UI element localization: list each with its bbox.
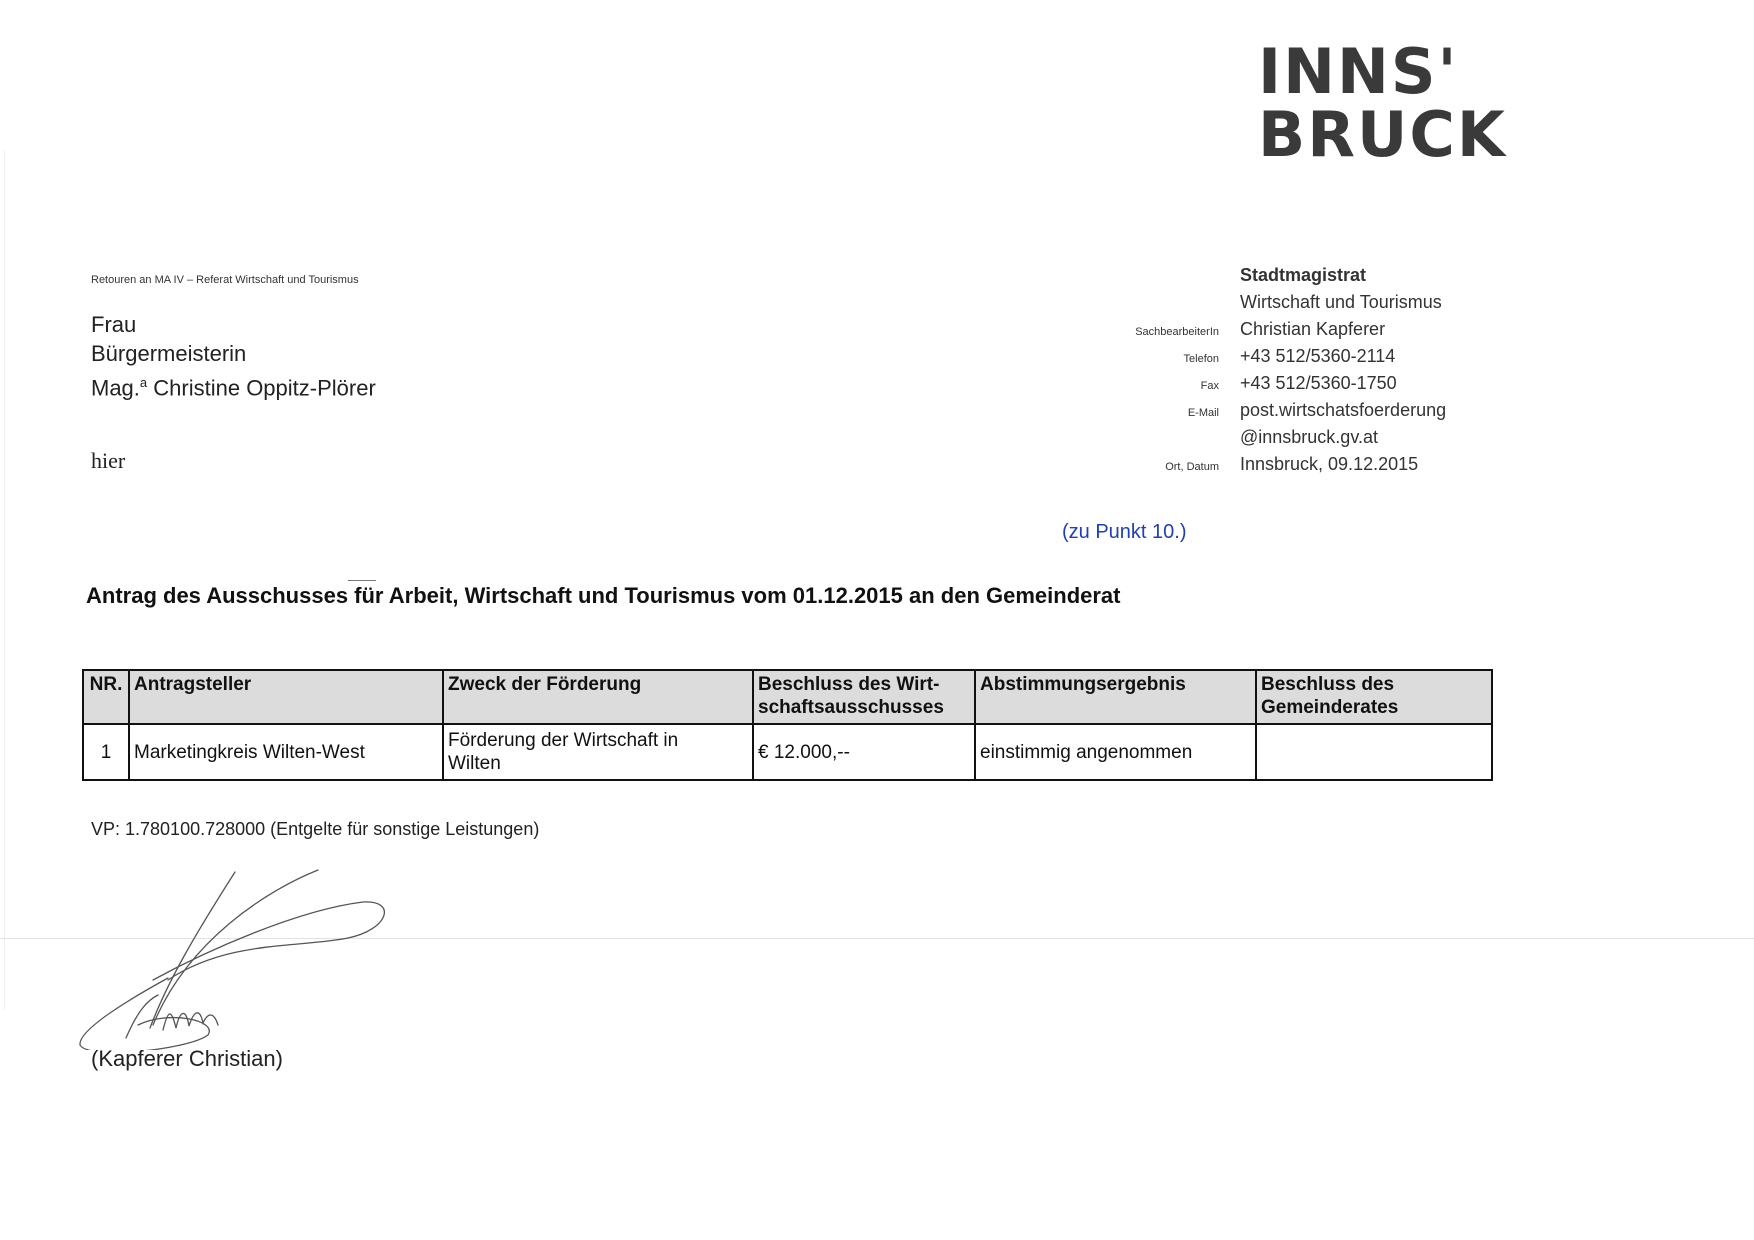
table-header-row [83,670,1492,724]
recipient-salutation: Frau [91,312,137,337]
recipient-degree-sup: a [139,375,148,390]
sender-clerk-row [1000,319,1560,346]
header-vote-result: Abstimmungsergebnis [975,670,1256,724]
sender-phone-row [1000,346,1560,373]
clerk-name: Christian Kapferer [1240,319,1386,339]
fax-label: Fax [1200,380,1219,392]
innsbruck-logo [1258,35,1518,171]
cell-nr: 1 [83,724,129,780]
recipient-name [91,368,376,402]
sender-unit: Wirtschaft und Tourismus [1240,292,1442,312]
document-title: Antrag des Ausschusses für Arbeit, Wirtschaft und Tourismus vom 01.12.2015 an den Gemeinderat [86,583,1121,608]
recipient-fullname: Christine Oppitz-Plörer [147,375,376,401]
recipient-degree: Mag. [91,375,140,401]
sender-fax-row [1000,373,1560,400]
header-committee-decision: Beschluss des Wirt- schaftsausschusses [753,670,975,724]
scan-edge [4,150,5,1010]
return-address-line: Retouren an MA IV – Referat Wirtschaft und Tourismus [91,274,359,286]
header-council-decision: Beschluss des Gemeinderates [1256,670,1492,724]
phone-number: +43 512/5360-2114 [1240,346,1396,366]
fax-number: +43 512/5360-1750 [1240,373,1397,393]
hier-note: hier [91,448,126,473]
sender-unit-row [1000,292,1560,319]
sender-department-row [1000,265,1560,292]
sender-email-row [1000,400,1560,427]
budget-position: VP: 1.780100.728000 (Entgelte für sonstige Leistungen) [91,819,540,839]
logo-line-1: INNS' [1258,35,1459,108]
sender-date-row [1000,454,1560,484]
funding-table [82,669,1493,781]
cell-vote-result: einstimmig angenommen [975,724,1256,780]
sender-email-row-2 [1000,427,1560,454]
table-row [83,724,1492,780]
email-address-line2: @innsbruck.gv.at [1240,427,1378,447]
logo-line-2: BRUCK [1258,98,1507,171]
header-nr: NR. [83,670,129,724]
recipient-title: Bürgermeisterin [91,341,247,366]
email-label: E-Mail [1187,407,1219,419]
title-overline-mark [348,580,376,581]
cell-applicant: Marketingkreis Wilten-West [129,724,443,780]
sender-info [1000,265,1560,484]
clerk-label: SachbearbeiterIn [1135,326,1219,338]
email-address-line1: post.wirtschatsfoerderung [1240,400,1447,420]
place-date: Innsbruck, 09.12.2015 [1240,454,1419,474]
signer-name: (Kapferer Christian) [91,1046,283,1071]
agenda-reference: (zu Punkt 10.) [1062,521,1187,543]
header-applicant: Antragsteller [129,670,443,724]
date-label: Ort, Datum [1165,461,1219,473]
handwritten-signature [68,860,398,1050]
header-purpose: Zweck der Förderung [443,670,753,724]
cell-committee-decision: € 12.000,-- [753,724,975,780]
cell-purpose: Förderung der Wirtschaft in Wilten [443,724,753,780]
cell-council-decision [1256,724,1492,780]
sender-department: Stadtmagistrat [1240,265,1367,285]
recipient-address [91,310,376,402]
phone-label: Telefon [1183,353,1219,365]
